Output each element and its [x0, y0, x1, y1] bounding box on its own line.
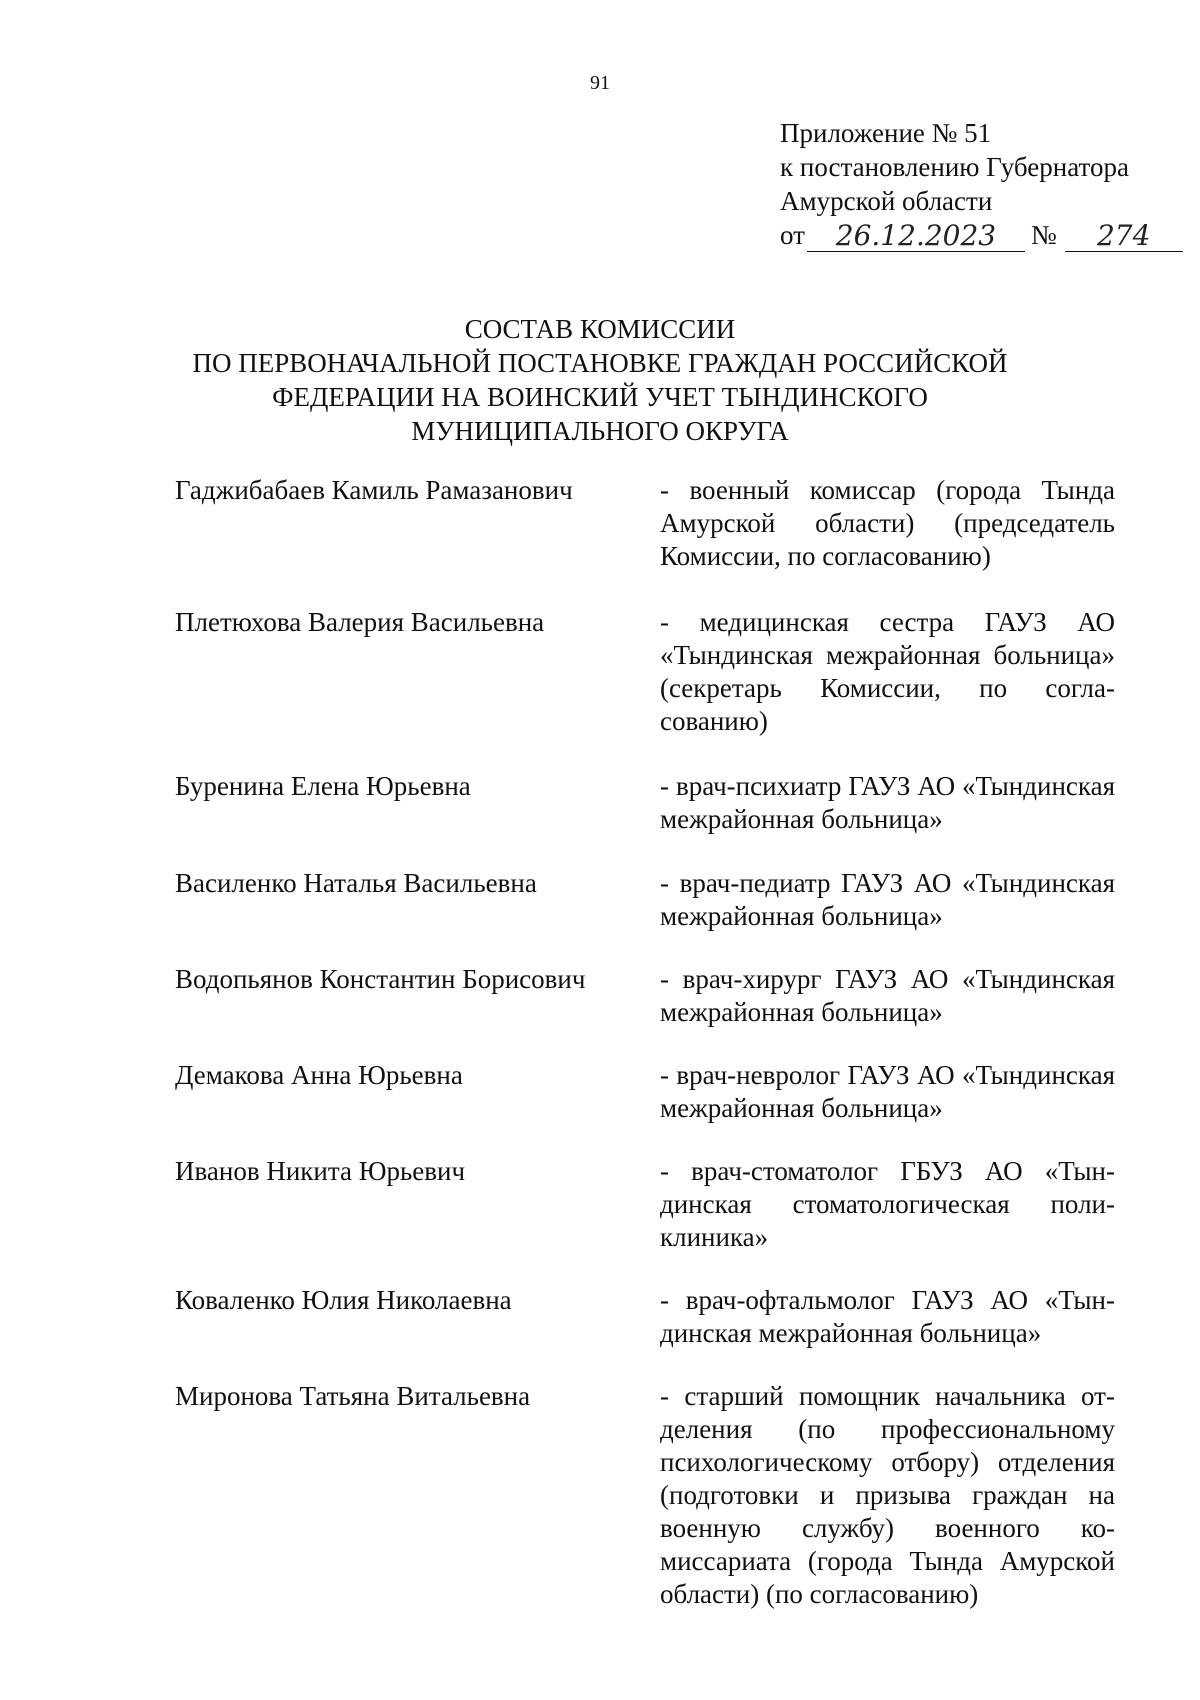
member-row — [175, 1380, 1115, 1611]
date-prefix: от — [780, 220, 805, 250]
handwritten-number: 274 — [1065, 221, 1183, 252]
member-role: - военный комиссар (города Тында Амурской области) (председатель Комиссии, по согласованию) — [660, 475, 1115, 571]
number-sign: № — [1030, 220, 1057, 250]
document-title — [0, 312, 1200, 448]
member-role: - врач-офтальмолог ГАУЗ АО «Тындинская межрайонная больница» — [660, 1285, 1115, 1348]
member-role: - врач-хирург ГАУЗ АО «Тындинская межрайонная больница» — [660, 964, 1115, 1027]
annex-region: Амурской области — [780, 186, 993, 216]
annex-title: Приложение № 51 — [780, 118, 992, 148]
annex-block — [780, 116, 1183, 252]
member-role: - врач-стоматолог ГБУЗ АО «Тындинская стоматологическая поликлиника» — [660, 1156, 1115, 1252]
member-name: Плетюхова Валерия Васильевна — [175, 607, 545, 637]
member-name: Гаджибабаев Камиль Рамазанович — [175, 475, 573, 505]
member-row — [175, 1059, 1115, 1125]
title-line-2: ПО ПЕРВОНАЧАЛЬНОЙ ПОСТАНОВКЕ ГРАЖДАН РОССИЙСКОЙ — [192, 348, 1008, 378]
member-row — [175, 963, 1115, 1029]
member-row — [175, 606, 1115, 738]
member-name: Коваленко Юлия Николаевна — [175, 1285, 512, 1315]
member-row — [175, 474, 1115, 573]
member-row — [175, 770, 1115, 836]
member-name: Иванов Никита Юрьевич — [175, 1156, 466, 1186]
handwritten-date: 26.12.2023 — [807, 221, 1025, 252]
member-name: Буренина Елена Юрьевна — [175, 771, 471, 801]
member-row — [175, 867, 1115, 933]
annex-date-line — [780, 218, 1183, 252]
title-line-3: ФЕДЕРАЦИИ НА ВОИНСКИЙ УЧЕТ ТЫНДИНСКОГО — [272, 382, 928, 412]
member-row — [175, 1155, 1115, 1254]
page-number: 91 — [590, 72, 610, 94]
member-role: - врач-педиатр ГАУЗ АО «Тындинская межрайонная больница» — [660, 868, 1115, 931]
title-line-1: СОСТАВ КОМИССИИ — [464, 314, 736, 344]
member-name: Василенко Наталья Васильевна — [175, 868, 537, 898]
member-role: - врач-психиатр ГАУЗ АО «Тындинская межрайонная больница» — [660, 771, 1115, 834]
member-row — [175, 1284, 1115, 1350]
title-line-4: МУНИЦИПАЛЬНОГО ОКРУГА — [411, 416, 789, 446]
members-list — [175, 474, 1115, 1611]
member-role: - старший помощник начальника отделения (по профессиональному психологическому отбору) отделения (подготовки и призыва граждан на военную службу) военного комиссариата (города Тында Амурской области) (по согласованию) — [660, 1381, 1115, 1609]
member-name: Водопьянов Константин Борисович — [175, 964, 586, 994]
member-name: Миронова Татьяна Витальевна — [175, 1381, 531, 1411]
annex-reference: к постановлению Губернатора — [780, 152, 1129, 182]
member-role: - врач-невролог ГАУЗ АО «Тындинская межрайонная больница» — [660, 1060, 1115, 1123]
member-role: - медицинская сестра ГАУЗ АО «Тындинская межрайонная больница» (секретарь Комиссии, по согласованию) — [660, 607, 1115, 736]
member-name: Демакова Анна Юрьевна — [175, 1060, 463, 1090]
